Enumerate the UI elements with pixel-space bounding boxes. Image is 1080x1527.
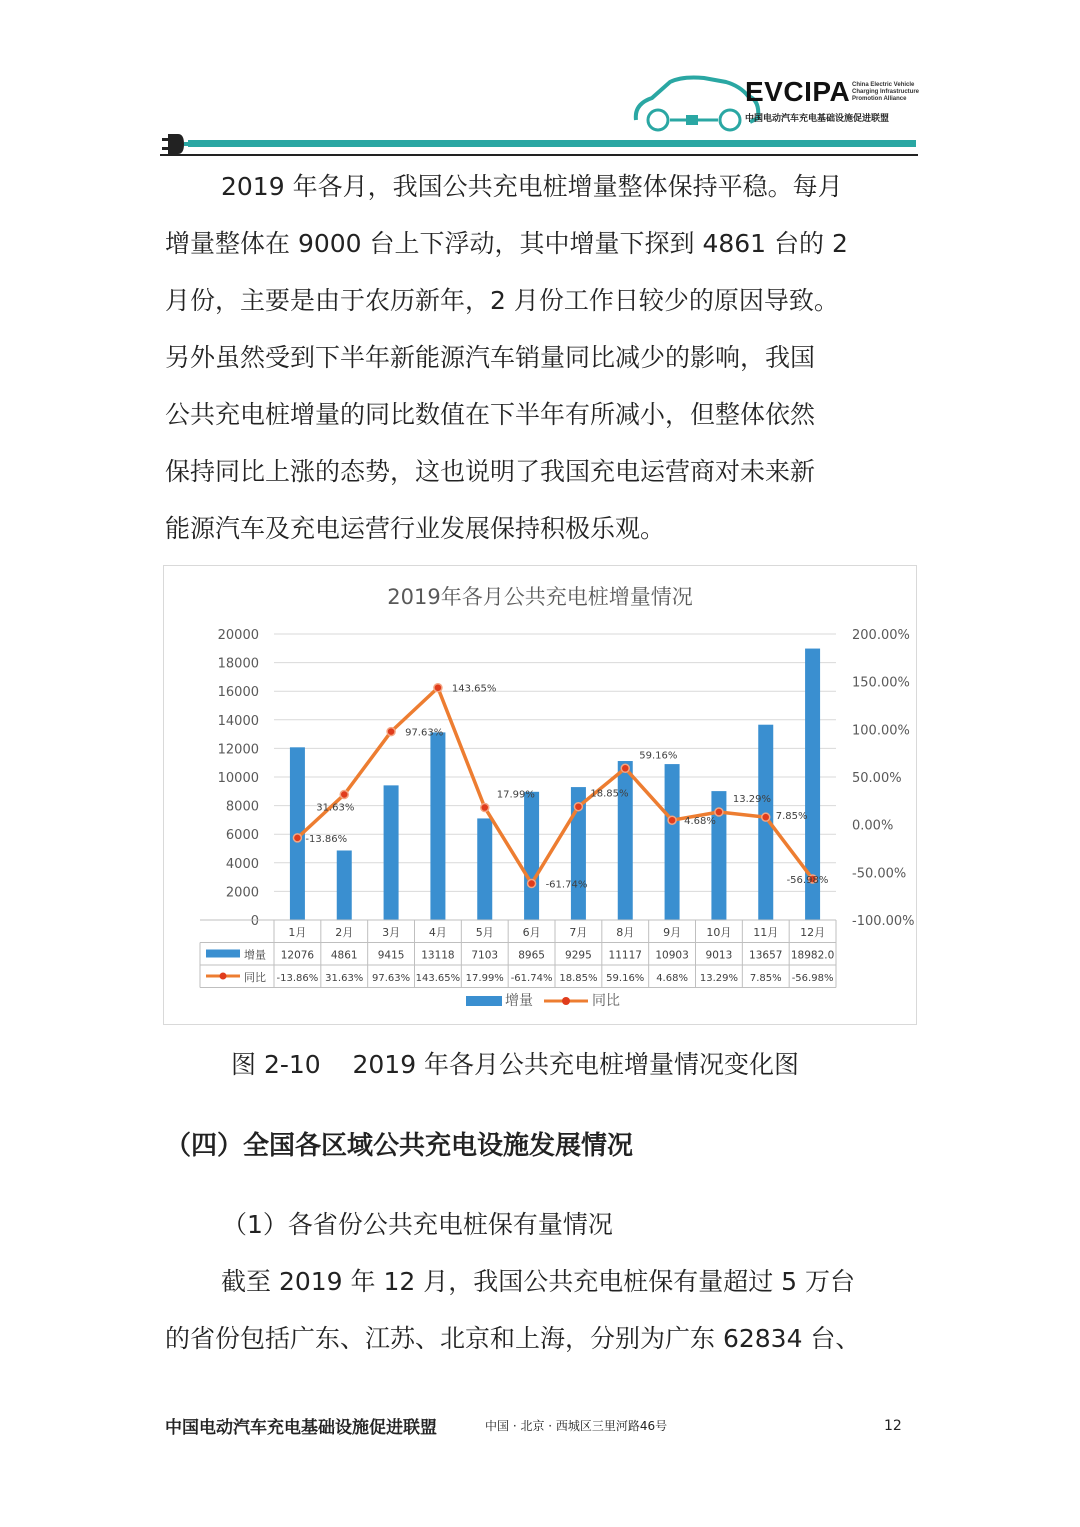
yoy-point <box>621 764 629 772</box>
paragraph-line: 能源汽车及充电运营行业发展保持积极乐观。 <box>165 514 666 543</box>
yoy-data-label: 143.65% <box>451 683 497 695</box>
legend-label: 同比 <box>592 993 620 1009</box>
yoy-point <box>574 803 582 811</box>
table-cell: 13.29% <box>699 973 738 984</box>
chart-container <box>163 565 917 1025</box>
table-row-header: 增量 <box>244 948 266 962</box>
x-axis-tick: 9月 <box>663 926 682 939</box>
table-cell: 13118 <box>421 949 455 962</box>
x-axis-tick: 6月 <box>522 926 541 939</box>
bar <box>477 818 492 920</box>
bar <box>337 850 352 920</box>
y-axis-left-tick: 10000 <box>217 771 259 786</box>
yoy-data-label: 31.63% <box>316 802 355 814</box>
y-axis-right-tick: -100.00% <box>852 914 915 929</box>
table-cell: 11117 <box>608 949 642 962</box>
table-cell: 143.65% <box>415 973 461 984</box>
table-cell: -13.86% <box>276 973 319 984</box>
x-axis-tick: 4月 <box>428 926 447 939</box>
header-dark-rule <box>160 154 918 156</box>
paragraph-line: 月份，主要是由于农历新年，2 月份工作日较少的原因导致。 <box>165 286 839 315</box>
logo-abbreviation: EVCIPA <box>745 76 851 107</box>
yoy-data-label: -56.98% <box>786 874 829 886</box>
table-row-header: 同比 <box>244 971 266 984</box>
y-axis-left-tick: 4000 <box>225 856 259 872</box>
table-cell: 7.85% <box>749 973 782 984</box>
bar <box>665 764 680 920</box>
table-cell: 7103 <box>471 949 499 962</box>
y-axis-right-tick: 200.00% <box>852 628 910 643</box>
table-cell: 9415 <box>377 949 405 962</box>
table-cell: -56.98% <box>791 973 834 984</box>
body-paragraph <box>165 158 920 557</box>
y-axis-right-tick: 150.00% <box>852 675 910 691</box>
bar <box>384 785 399 920</box>
table-cell: 9013 <box>705 949 733 962</box>
yoy-point <box>481 804 489 812</box>
y-axis-right-tick: 0.00% <box>852 818 894 834</box>
table-cell: 8965 <box>518 949 545 962</box>
table-legend-line-key-marker <box>220 973 227 980</box>
paragraph-line: 另外虽然受到下半年新能源汽车销量同比减少的影响，我国 <box>165 343 816 372</box>
x-axis-tick: 3月 <box>382 926 401 939</box>
monthly-increase-chart <box>164 566 916 1024</box>
table-cell: 13657 <box>749 949 783 962</box>
x-axis-tick: 1月 <box>288 926 307 939</box>
yoy-point <box>715 808 723 816</box>
x-axis-tick: 10月 <box>706 926 732 939</box>
y-axis-left-tick: 14000 <box>217 713 259 729</box>
x-axis-tick: 7月 <box>569 926 588 939</box>
table-cell: 10903 <box>655 949 689 962</box>
subsection-heading: （1）各省份公共充电桩保有量情况 <box>222 1210 613 1239</box>
paragraph-line: 的省份包括广东、江苏、北京和上海，分别为广东 62834 台、 <box>165 1324 861 1353</box>
yoy-point <box>434 684 442 692</box>
bar <box>618 761 633 920</box>
footer-organization: 中国电动汽车充电基础设施促进联盟 <box>165 1418 437 1438</box>
yoy-data-label: 4.68% <box>684 816 716 828</box>
yoy-point <box>528 880 536 888</box>
table-cell: 9295 <box>565 949 592 962</box>
y-axis-left-tick: 2000 <box>225 885 259 901</box>
legend-line-key-marker <box>562 997 570 1005</box>
paragraph-line: 公共充电桩增量的同比数值在下半年有所减小，但整体依然 <box>165 400 816 429</box>
x-axis-tick: 8月 <box>616 926 635 939</box>
table-cell: 18.85% <box>559 973 598 984</box>
y-axis-left-tick: 12000 <box>217 742 259 758</box>
table-legend-bar-key <box>206 950 240 958</box>
x-axis-tick: 2月 <box>335 926 354 939</box>
yoy-point <box>340 791 348 799</box>
table-cell: 59.16% <box>606 973 645 984</box>
y-axis-right-tick: 50.00% <box>852 771 902 786</box>
logo-chinese-name: 中国电动汽车充电基础设施促进联盟 <box>745 114 890 124</box>
logo-english-name: China Electric Vehicle Charging Infrastructure Promotion Alliance <box>852 82 920 102</box>
table-cell: 31.63% <box>325 973 364 984</box>
paragraph-2 <box>165 1253 920 1367</box>
y-axis-left-tick: 20000 <box>217 628 259 643</box>
chart-title: 2019年各月公共充电桩增量情况 <box>387 585 693 609</box>
yoy-data-label: 7.85% <box>775 811 808 823</box>
paragraph-line: 增量整体在 9000 台上下浮动，其中增量下探到 4861 台的 2 <box>165 229 848 258</box>
bar <box>524 792 539 920</box>
x-axis-tick: 5月 <box>475 926 494 939</box>
yoy-data-label: 18.85% <box>590 788 629 800</box>
yoy-point <box>668 816 676 824</box>
table-cell: 12076 <box>280 949 315 962</box>
y-axis-left-tick: 16000 <box>217 685 259 701</box>
bar <box>430 732 445 920</box>
yoy-data-label: 59.16% <box>639 750 678 762</box>
table-cell: 18982.0 <box>790 949 835 962</box>
yoy-data-label: -61.74% <box>545 879 588 891</box>
y-axis-left-tick: 6000 <box>225 828 259 844</box>
y-axis-right-tick: -50.00% <box>852 866 907 882</box>
y-axis-left-tick: 0 <box>250 914 259 929</box>
header-teal-rule <box>188 140 916 147</box>
yoy-point <box>762 813 770 821</box>
table-cell: -61.74% <box>510 973 553 984</box>
table-cell: 97.63% <box>372 973 411 984</box>
page-number: 12 <box>884 1418 902 1434</box>
table-cell: 4.68% <box>656 973 688 984</box>
yoy-data-label: 17.99% <box>496 789 535 801</box>
paragraph-line: 2019 年各月，我国公共充电桩增量整体保持平稳。每月 <box>221 172 843 201</box>
yoy-point <box>293 834 301 842</box>
page-header <box>160 70 920 160</box>
y-axis-left-tick: 18000 <box>217 656 259 672</box>
table-cell: 4861 <box>330 949 358 962</box>
yoy-data-label: 13.29% <box>732 793 772 805</box>
yoy-point <box>387 728 395 736</box>
figure-caption: 图 2-10 2019 年各月公共充电桩增量情况变化图 <box>231 1050 800 1079</box>
footer-address: 中国 · 北京 · 西城区三里河路46号 <box>485 1419 668 1433</box>
paragraph-line: 保持同比上涨的态势，这也说明了我国充电运营商对未来新 <box>165 457 816 486</box>
yoy-data-label: 97.63% <box>405 727 444 739</box>
y-axis-right-tick: 100.00% <box>852 723 910 739</box>
yoy-series-line <box>297 688 812 884</box>
legend-label: 增量 <box>505 993 533 1009</box>
paragraph-line: 截至 2019 年 12 月，我国公共充电桩保有量超过 5 万台 <box>221 1267 856 1296</box>
section-heading: （四）全国各区域公共充电设施发展情况 <box>165 1131 634 1161</box>
x-axis-tick: 12月 <box>800 926 826 939</box>
yoy-data-label: -13.86% <box>305 833 348 845</box>
y-axis-left-tick: 8000 <box>225 799 259 815</box>
table-cell: 17.99% <box>465 973 504 984</box>
legend-bar-key <box>466 996 502 1006</box>
x-axis-tick: 11月 <box>753 926 779 939</box>
